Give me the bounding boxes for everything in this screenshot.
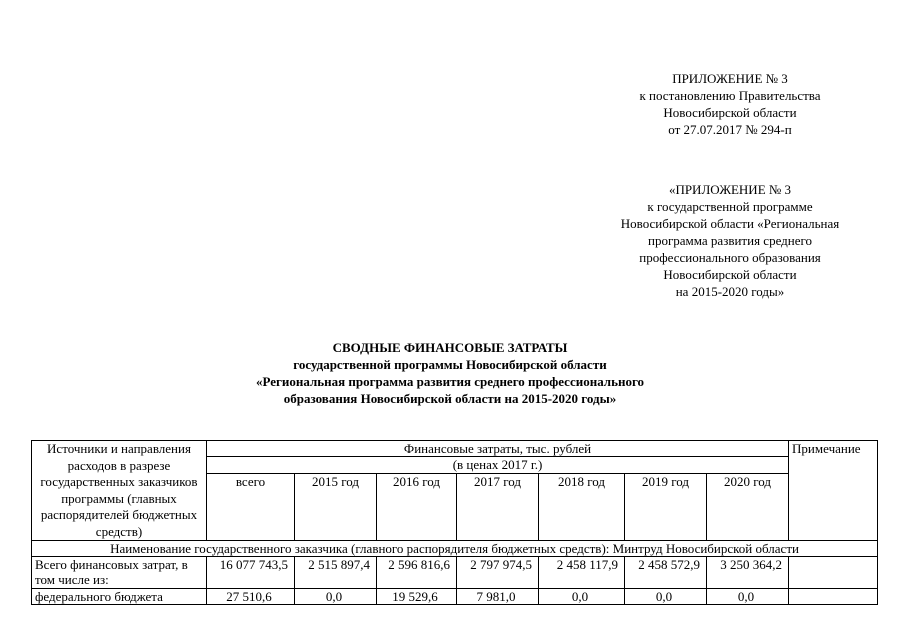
column-header-2019: 2019 год bbox=[625, 473, 707, 540]
cell-2019: 2 458 572,9 bbox=[625, 557, 707, 589]
title-line: СВОДНЫЕ ФИНАНСОВЫЕ ЗАТРАТЫ bbox=[332, 340, 568, 355]
appendix-line: программа развития среднего bbox=[647, 233, 813, 248]
appendix-line: к постановлению Правительства bbox=[639, 88, 821, 103]
appendix-line: к государственной программе bbox=[647, 199, 813, 214]
appendix-line: «ПРИЛОЖЕНИЕ № 3 bbox=[668, 182, 792, 197]
cell-2020: 0,0 bbox=[707, 589, 789, 605]
cell-note bbox=[789, 589, 878, 605]
column-header-2017: 2017 год bbox=[457, 473, 539, 540]
column-header-total: всего bbox=[207, 473, 295, 540]
cell-2018: 0,0 bbox=[539, 589, 625, 605]
prices-note: (в ценах 2017 г.) bbox=[207, 457, 789, 473]
cell-2018: 2 458 117,9 bbox=[539, 557, 625, 589]
title-line: «Региональная программа развития среднего профессионального bbox=[255, 374, 645, 389]
cell-2016: 19 529,6 bbox=[377, 589, 457, 605]
column-header-2015: 2015 год bbox=[295, 473, 377, 540]
appendix-line: профессионального образования bbox=[639, 250, 821, 265]
appendix-line: ПРИЛОЖЕНИЕ № 3 bbox=[672, 71, 788, 86]
sources-header: Источники и направления расходов в разрезе государственных заказчиков программы (главных распорядителей бюджетных средств) bbox=[32, 441, 207, 541]
column-header-2020: 2020 год bbox=[707, 473, 789, 540]
title-line: образования Новосибирской области на 2015-2020 годы» bbox=[283, 391, 617, 406]
appendix-line: Новосибирской области «Региональная bbox=[620, 216, 840, 231]
row-label: федерального бюджета bbox=[32, 589, 207, 605]
column-header-2016: 2016 год bbox=[377, 473, 457, 540]
cell-2015: 2 515 897,4 bbox=[295, 557, 377, 589]
financial-costs-table bbox=[31, 440, 878, 605]
appendix-line: Новосибирской области bbox=[663, 105, 797, 120]
note-header: Примечание bbox=[789, 441, 878, 541]
appendix-header-program bbox=[590, 181, 870, 300]
document-title bbox=[150, 339, 750, 407]
appendix-header-decree bbox=[590, 70, 870, 138]
cell-2015: 0,0 bbox=[295, 589, 377, 605]
appendix-line: от 27.07.2017 № 294-п bbox=[668, 122, 792, 137]
title-line: государственной программы Новосибирской области bbox=[293, 357, 607, 372]
costs-header: Финансовые затраты, тыс. рублей bbox=[207, 441, 789, 457]
cell-note bbox=[789, 557, 878, 589]
appendix-line: Новосибирской области bbox=[663, 267, 797, 282]
cell-2019: 0,0 bbox=[625, 589, 707, 605]
customer-row: Наименование государственного заказчика (главного распорядителя бюджетных средств): Минтруд Новосибирской области bbox=[32, 541, 878, 557]
cell-2017: 7 981,0 bbox=[457, 589, 539, 605]
cell-total: 16 077 743,5 bbox=[207, 557, 295, 589]
table-row bbox=[32, 557, 878, 589]
cell-2017: 2 797 974,5 bbox=[457, 557, 539, 589]
cell-2016: 2 596 816,6 bbox=[377, 557, 457, 589]
column-header-2018: 2018 год bbox=[539, 473, 625, 540]
table-row bbox=[32, 589, 878, 605]
row-label: Всего финансовых затрат, в том числе из: bbox=[32, 557, 207, 589]
cell-2020: 3 250 364,2 bbox=[707, 557, 789, 589]
appendix-line: на 2015-2020 годы» bbox=[675, 284, 785, 299]
cell-total: 27 510,6 bbox=[207, 589, 295, 605]
